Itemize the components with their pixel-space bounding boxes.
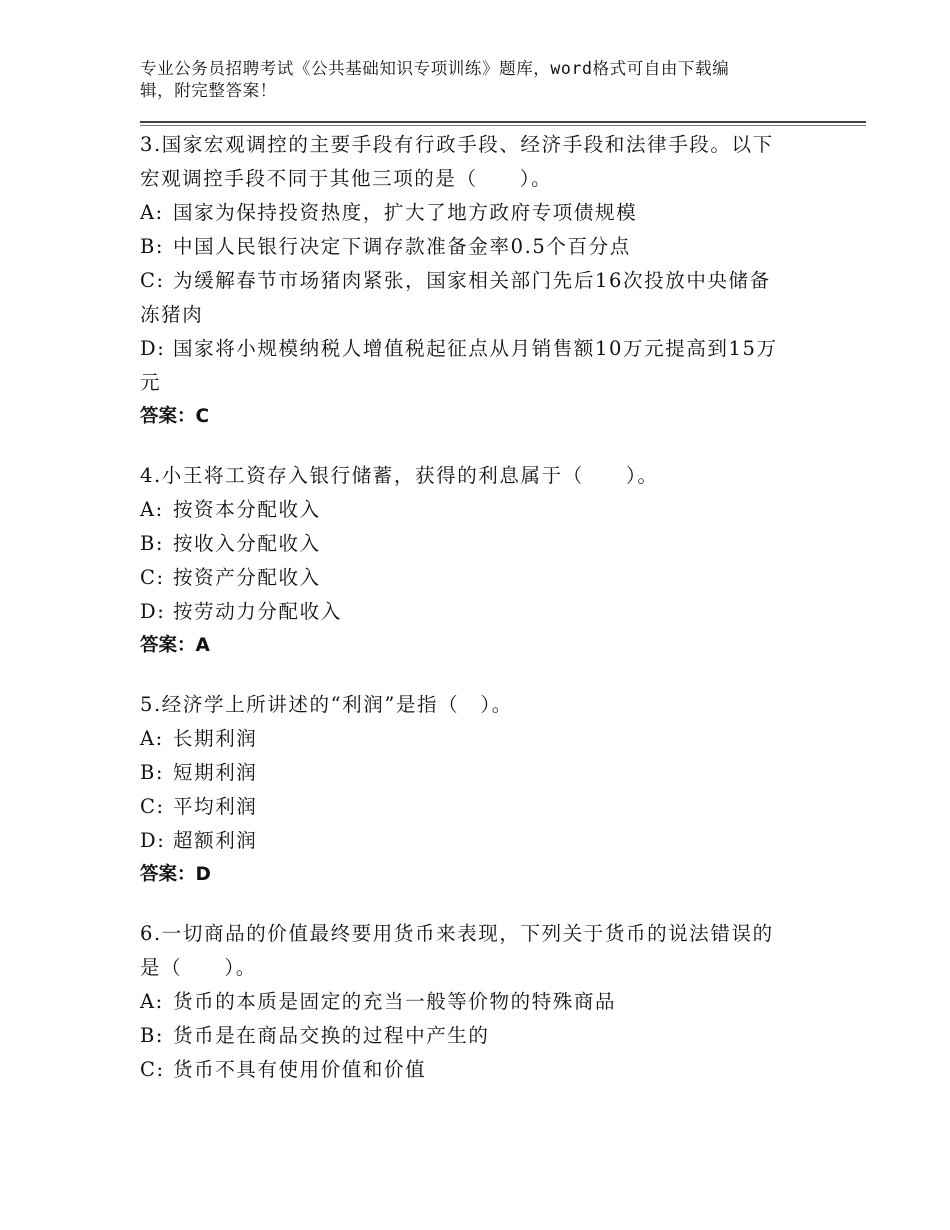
header-rule-thin [140,125,866,126]
option-key: A: [140,201,164,224]
option-b [140,230,810,264]
option-text: 中国人民银行决定下调存款准备金率0.5个百分点 [173,235,631,258]
option-key: B: [140,1024,165,1047]
option-key: C: [140,566,165,589]
option-key: C: [140,269,165,292]
option-text: 按资产分配收入 [173,566,321,589]
question-stem: 5.经济学上所讲述的“利润”是指（ ）。 [140,693,513,716]
answer-label: 答案：A [140,635,210,656]
question-stem: 4.小王将工资存入银行储蓄，获得的利息属于（ ）。 [140,464,659,487]
document-header [140,58,800,102]
option-text: 短期利润 [173,761,258,784]
option-b [140,756,810,790]
option-d [140,824,810,858]
header-title-line2: 辑，附完整答案！ [140,81,277,100]
option-b [140,527,810,561]
option-text: 货币的本质是固定的充当一般等价物的特殊商品 [173,990,617,1013]
option-key: A: [140,990,164,1013]
header-rule-thick [140,121,866,123]
option-key: D: [140,600,166,623]
option-key: A: [140,498,164,521]
option-c [140,264,810,298]
option-text: 货币不具有使用价值和价值 [173,1058,427,1081]
option-c [140,561,810,595]
option-key: B: [140,761,165,784]
option-c [140,790,810,824]
option-text: 为缓解春节市场猪肉紧张，国家相关部门先后16次投放中央储备 [173,269,771,292]
question-stem: 6.一切商品的价值最终要用货币来表现，下列关于货币的说法错误的 [140,922,774,945]
option-a [140,985,810,1019]
question-4 [140,459,810,663]
option-text: 平均利润 [173,795,258,818]
question-6 [140,917,810,1087]
answer-label: 答案：D [140,864,211,885]
question-3 [140,128,810,434]
option-text: 货币是在商品交换的过程中产生的 [173,1024,490,1047]
header-title-line1: 专业公务员招聘考试《公共基础知识专项训练》题库，word格式可自由下载编 [140,59,730,78]
option-text: 按收入分配收入 [173,532,321,555]
option-text: 长期利润 [173,727,258,750]
question-stem-cont: 是（ ）。 [140,956,257,979]
option-d [140,332,810,366]
option-c [140,1053,810,1087]
question-stem: 3.国家宏观调控的主要手段有行政手段、经济手段和法律手段。以下 [140,133,774,156]
option-c-cont: 冻猪肉 [140,303,204,326]
option-key: A: [140,727,164,750]
option-a [140,493,810,527]
option-text: 按劳动力分配收入 [173,600,342,623]
option-a [140,196,810,230]
option-text: 国家将小规模纳税人增值税起征点从月销售额10万元提高到15万 [173,337,778,360]
question-stem-cont: 宏观调控手段不同于其他三项的是（ ）。 [140,167,553,190]
option-key: D: [140,337,166,360]
option-text: 国家为保持投资热度，扩大了地方政府专项债规模 [173,201,638,224]
option-b [140,1019,810,1053]
option-text: 按资本分配收入 [173,498,321,521]
option-a [140,722,810,756]
option-key: B: [140,532,165,555]
option-key: B: [140,235,165,258]
option-key: C: [140,1058,165,1081]
answer-label: 答案：C [140,406,210,427]
question-list [140,128,810,1112]
question-5 [140,688,810,892]
option-key: C: [140,795,165,818]
option-key: D: [140,829,166,852]
option-d [140,595,810,629]
option-d-cont: 元 [140,371,162,394]
option-text: 超额利润 [173,829,258,852]
